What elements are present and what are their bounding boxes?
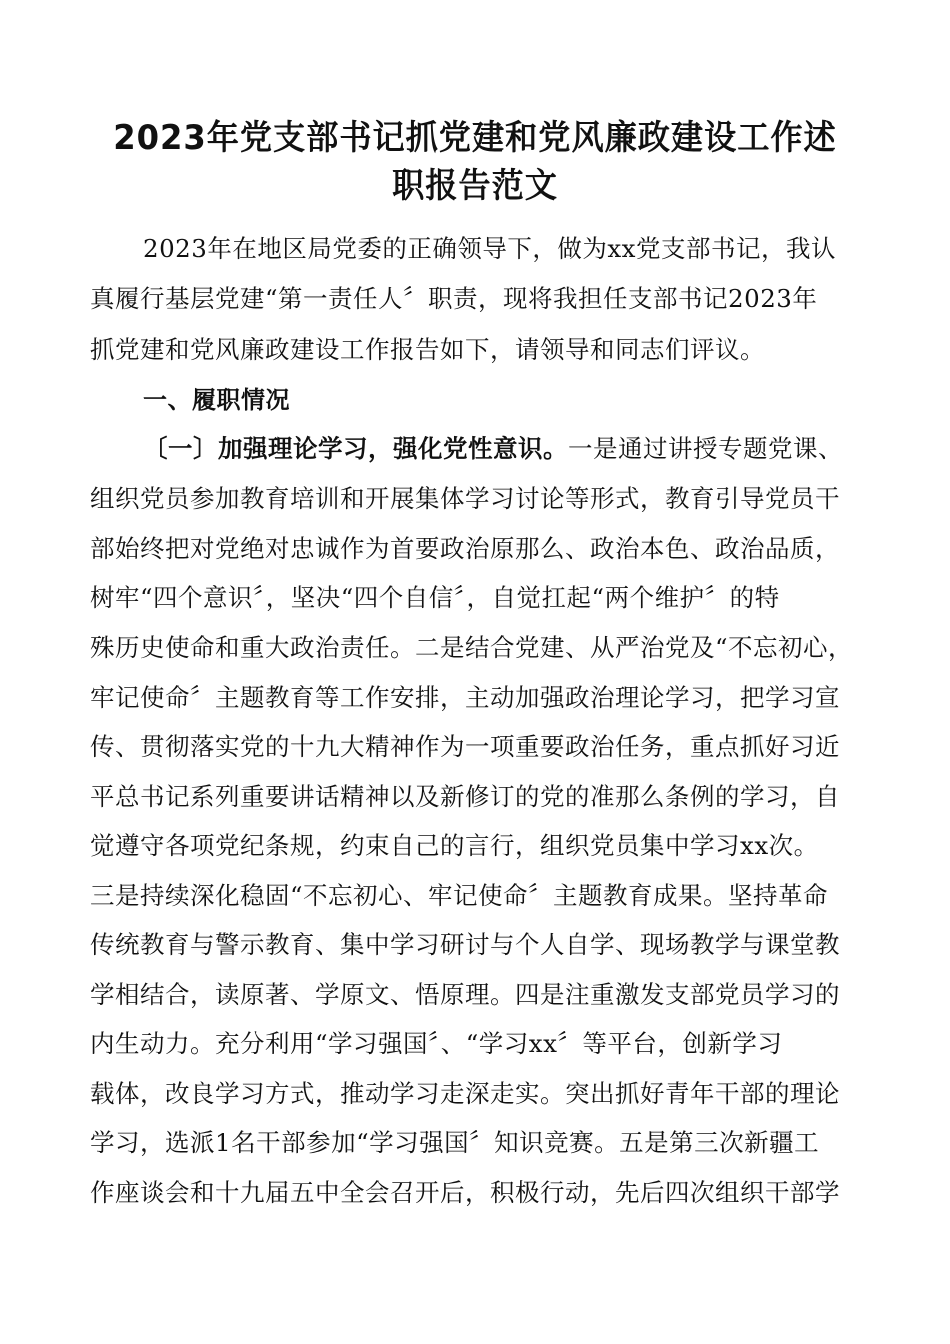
body-line: 载体，改良学习方式，推动学习走深走实。突出抓好青年干部的理论 (90, 1079, 840, 1108)
body-line: 三是持续深化稳固“不忘初心、牢记使命〞主题教育成果。坚持革命 (90, 881, 829, 910)
document-title-line-2: 职报告范文 (392, 166, 558, 206)
subsection-first-line-text: 一是通过讲授专题党课、 (568, 434, 843, 463)
subsection-title: 〔一〕加强理论学习，强化党性意识。 (143, 434, 568, 463)
body-line: 学相结合，读原著、学原文、悟原理。四是注重激发支部党员学习的 (90, 980, 840, 1009)
intro-line-3: 抓党建和党风廉政建设工作报告如下，请领导和同志们评议。 (90, 335, 765, 364)
body-line: 内生动力。充分利用“学习强国〞、“学习xx〞等平台，创新学习 (90, 1029, 783, 1058)
body-line: 牢记使命〞主题教育等工作安排，主动加强政治理论学习，把学习宣 (90, 683, 840, 712)
body-line: 觉遵守各项党纪条规，约束自己的言行，组织党员集中学习xx次。 (90, 831, 819, 860)
body-line: 作座谈会和十九届五中全会召开后，积极行动，先后四次组织干部学 (90, 1178, 840, 1207)
intro-line-1: 2023年在地区局党委的正确领导下，做为xx党支部书记，我认 (143, 234, 836, 263)
body-line: 殊历史使命和重大政治责任。二是结合党建、从严治党及“不忘初心， (90, 633, 854, 662)
body-line: 部始终把对党绝对忠诚作为首要政治原那么、政治本色、政治品质， (90, 534, 840, 563)
body-line: 平总书记系列重要讲话精神以及新修订的党的准那么条例的学习，自 (90, 782, 840, 811)
body-line: 传统教育与警示教育、集中学习研讨与个人自学、现场教学与课堂教 (90, 930, 840, 959)
body-line: 树牢“四个意识〞，坚决“四个自信〞，自觉扛起“两个维护〞的特 (90, 583, 780, 612)
intro-line-2: 真履行基层党建“第一责任人〞职责，现将我担任支部书记2023年 (90, 284, 818, 313)
document-title-line-1: 2023年党支部书记抓党建和党风廉政建设工作述 (113, 118, 837, 158)
subsection-first-line (143, 432, 843, 466)
section-heading: 一、履职情况 (143, 386, 290, 414)
body-line: 学习，选派1名干部参加“学习强国〞知识竞赛。五是第三次新疆工 (90, 1128, 820, 1157)
body-line: 传、贯彻落实党的十九大精神作为一项重要政治任务，重点抓好习近 (90, 732, 840, 761)
body-line: 组织党员参加教育培训和开展集体学习讨论等形式，教育引导党员干 (90, 484, 840, 513)
